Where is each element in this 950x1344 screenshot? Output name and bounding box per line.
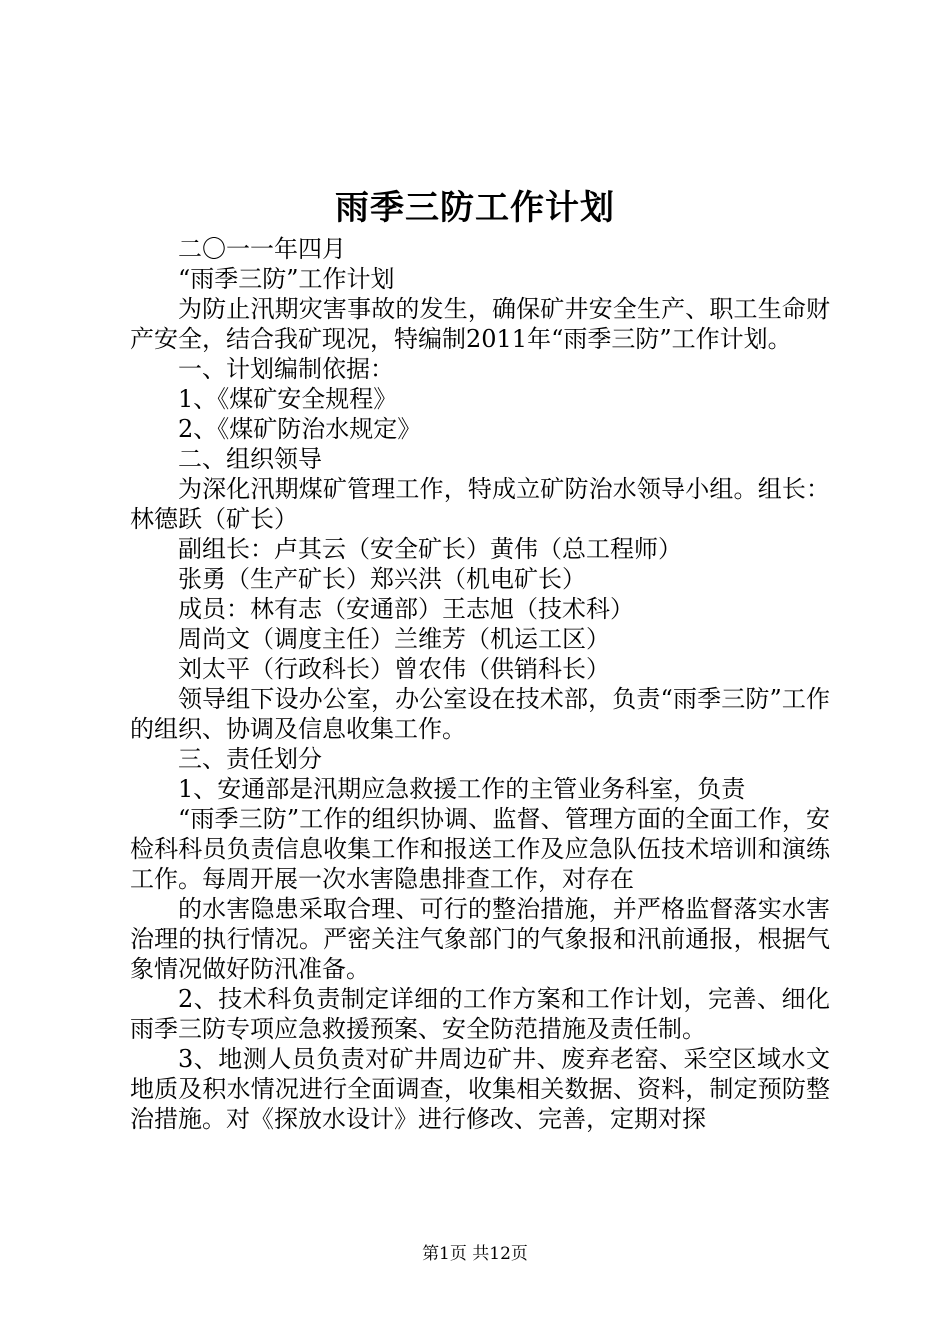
document-title: 雨季三防工作计划 (335, 188, 615, 228)
section-heading-responsibility: 三、责任划分 (178, 745, 322, 773)
member-line: 周尚文（调度主任）兰维芳（机运工区） (178, 625, 610, 653)
responsibility-paragraph: “雨季三防”工作的组织协调、监督、管理方面的全面工作，安检科科员负责信息收集工作和报送工作及应急队伍技术培训和演练工作。每周开展一次水害隐患排查工作，对存在 (130, 805, 830, 893)
office-paragraph: 领导组下设办公室，办公室设在技术部，负责“雨季三防”工作的组织、协调及信息收集工作。 (130, 685, 830, 743)
member-line: 刘太平（行政科长）曾农伟（供销科长） (178, 655, 610, 683)
responsibility-paragraph: 2、技术科负责制定详细的工作方案和工作计划，完善、细化雨季三防专项应急救援预案、安全防范措施及责任制。 (130, 985, 830, 1043)
member-line: 张勇（生产矿长）郑兴洪（机电矿长） (178, 565, 586, 593)
subtitle: “雨季三防”工作计划 (178, 265, 395, 293)
document-body (130, 234, 830, 1134)
list-item: 2、《煤矿防治水规定》 (178, 415, 422, 443)
date-line: 二〇一一年四月 (178, 235, 346, 263)
responsibility-paragraph: 1、安通部是汛期应急救援工作的主管业务科室，负责 (178, 775, 746, 803)
responsibility-paragraph: 3、地测人员负责对矿井周边矿井、废弃老窑、采空区域水文地质及积水情况进行全面调查，收集相关数据、资料，制定预防整治措施。对《探放水设计》进行修改、完善，定期对探 (130, 1045, 830, 1133)
section-heading-leadership: 二、组织领导 (178, 445, 322, 473)
section-heading-basis: 一、计划编制依据： (178, 355, 394, 383)
list-item: 1、《煤矿安全规程》 (178, 385, 398, 413)
intro-paragraph: 为防止汛期灾害事故的发生，确保矿井安全生产、职工生命财产安全，结合我矿现况，特编制2011年“雨季三防”工作计划。 (130, 295, 830, 353)
responsibility-paragraph: 的水害隐患采取合理、可行的整治措施，并严格监督落实水害治理的执行情况。严密关注气象部门的气象报和汛前通报，根据气象情况做好防汛准备。 (130, 895, 830, 983)
leadership-paragraph: 为深化汛期煤矿管理工作，特成立矿防治水领导小组。组长：林德跃（矿长） (130, 475, 830, 533)
page-number: 第1页 共12页 (422, 1244, 528, 1264)
member-line: 副组长：卢其云（安全矿长）黄伟（总工程师） (178, 535, 682, 563)
member-line: 成员：林有志（安通部）王志旭（技术科） (178, 595, 634, 623)
